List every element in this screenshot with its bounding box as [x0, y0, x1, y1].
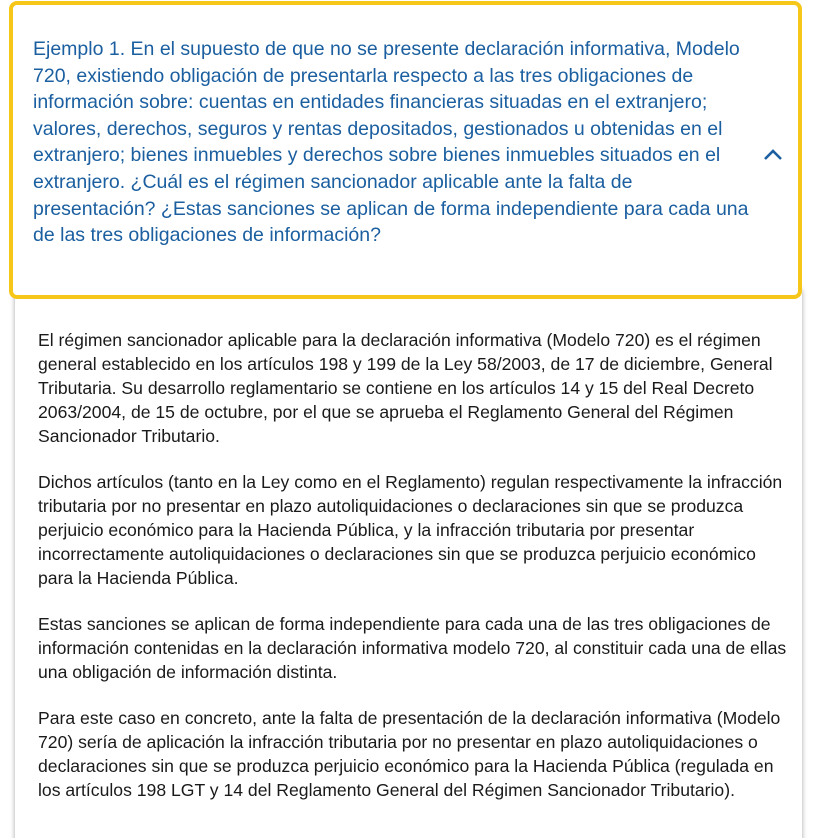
- answer-paragraph-2: Dichos artículos (tanto en la Ley como en el Reglamento) regulan respectivamente la infracción tributaria por no presentar en plazo autoliquidaciones o declaraciones sin que se produzca perjuicio económico para la Hacienda Pública, y la infracción tributaria por presentar incorrectamente autoliquidaciones o declaraciones sin que se produzca perjuicio económico para la Hacienda Pública.: [38, 472, 783, 588]
- answer-content: [38, 328, 790, 824]
- accordion-header[interactable]: [9, 1, 802, 299]
- chevron-up-icon[interactable]: [761, 143, 785, 167]
- question-text: Ejemplo 1. En el supuesto de que no se presente declaración informativa, Modelo 720, existiendo obligación de presentarla respecto a las tres obligaciones de información sobre: cuentas en entidades financieras situadas en el extranjero; valores, derechos, seguros y rentas depositados, gestionados u obtenidas en el extranjero; bienes inmuebles y derechos sobre bienes inmuebles situados en el extranjero. ¿Cuál es el régimen sancionador aplicable ante la falta de presentación? ¿Estas sanciones se aplican de forma independiente para cada una de las tres obligaciones de información?: [33, 38, 749, 247]
- answer-paragraph-4: Para este caso en concreto, ante la falta de presentación de la declaración informativa (Modelo 720) sería de aplicación la infracción tributaria por no presentar en plazo autoliquidaciones o declaraciones sin que se produzca perjuicio económico para la Hacienda Pública (regulada en los artículos 198 LGT y 14 del Reglamento General del Régimen Sancionador Tributario).: [38, 708, 781, 800]
- answer-paragraph-1: El régimen sancionador aplicable para la declaración informativa (Modelo 720) es el régimen general establecido en los artículos 198 y 199 de la Ley 58/2003, de 17 de diciembre, General Tributaria. Su desarrollo reglamentario se contiene en los artículos 14 y 15 del Real Decreto 2063/2004, de 15 de octubre, por el que se aprueba el Reglamento General del Régimen Sancionador Tributario.: [38, 330, 773, 446]
- answer-paragraph-3: Estas sanciones se aplican de forma independiente para cada una de las tres obligaciones de información contenidas en la declaración informativa modelo 720, al constituir cada una de ellas una obligación de información distinta.: [38, 614, 787, 682]
